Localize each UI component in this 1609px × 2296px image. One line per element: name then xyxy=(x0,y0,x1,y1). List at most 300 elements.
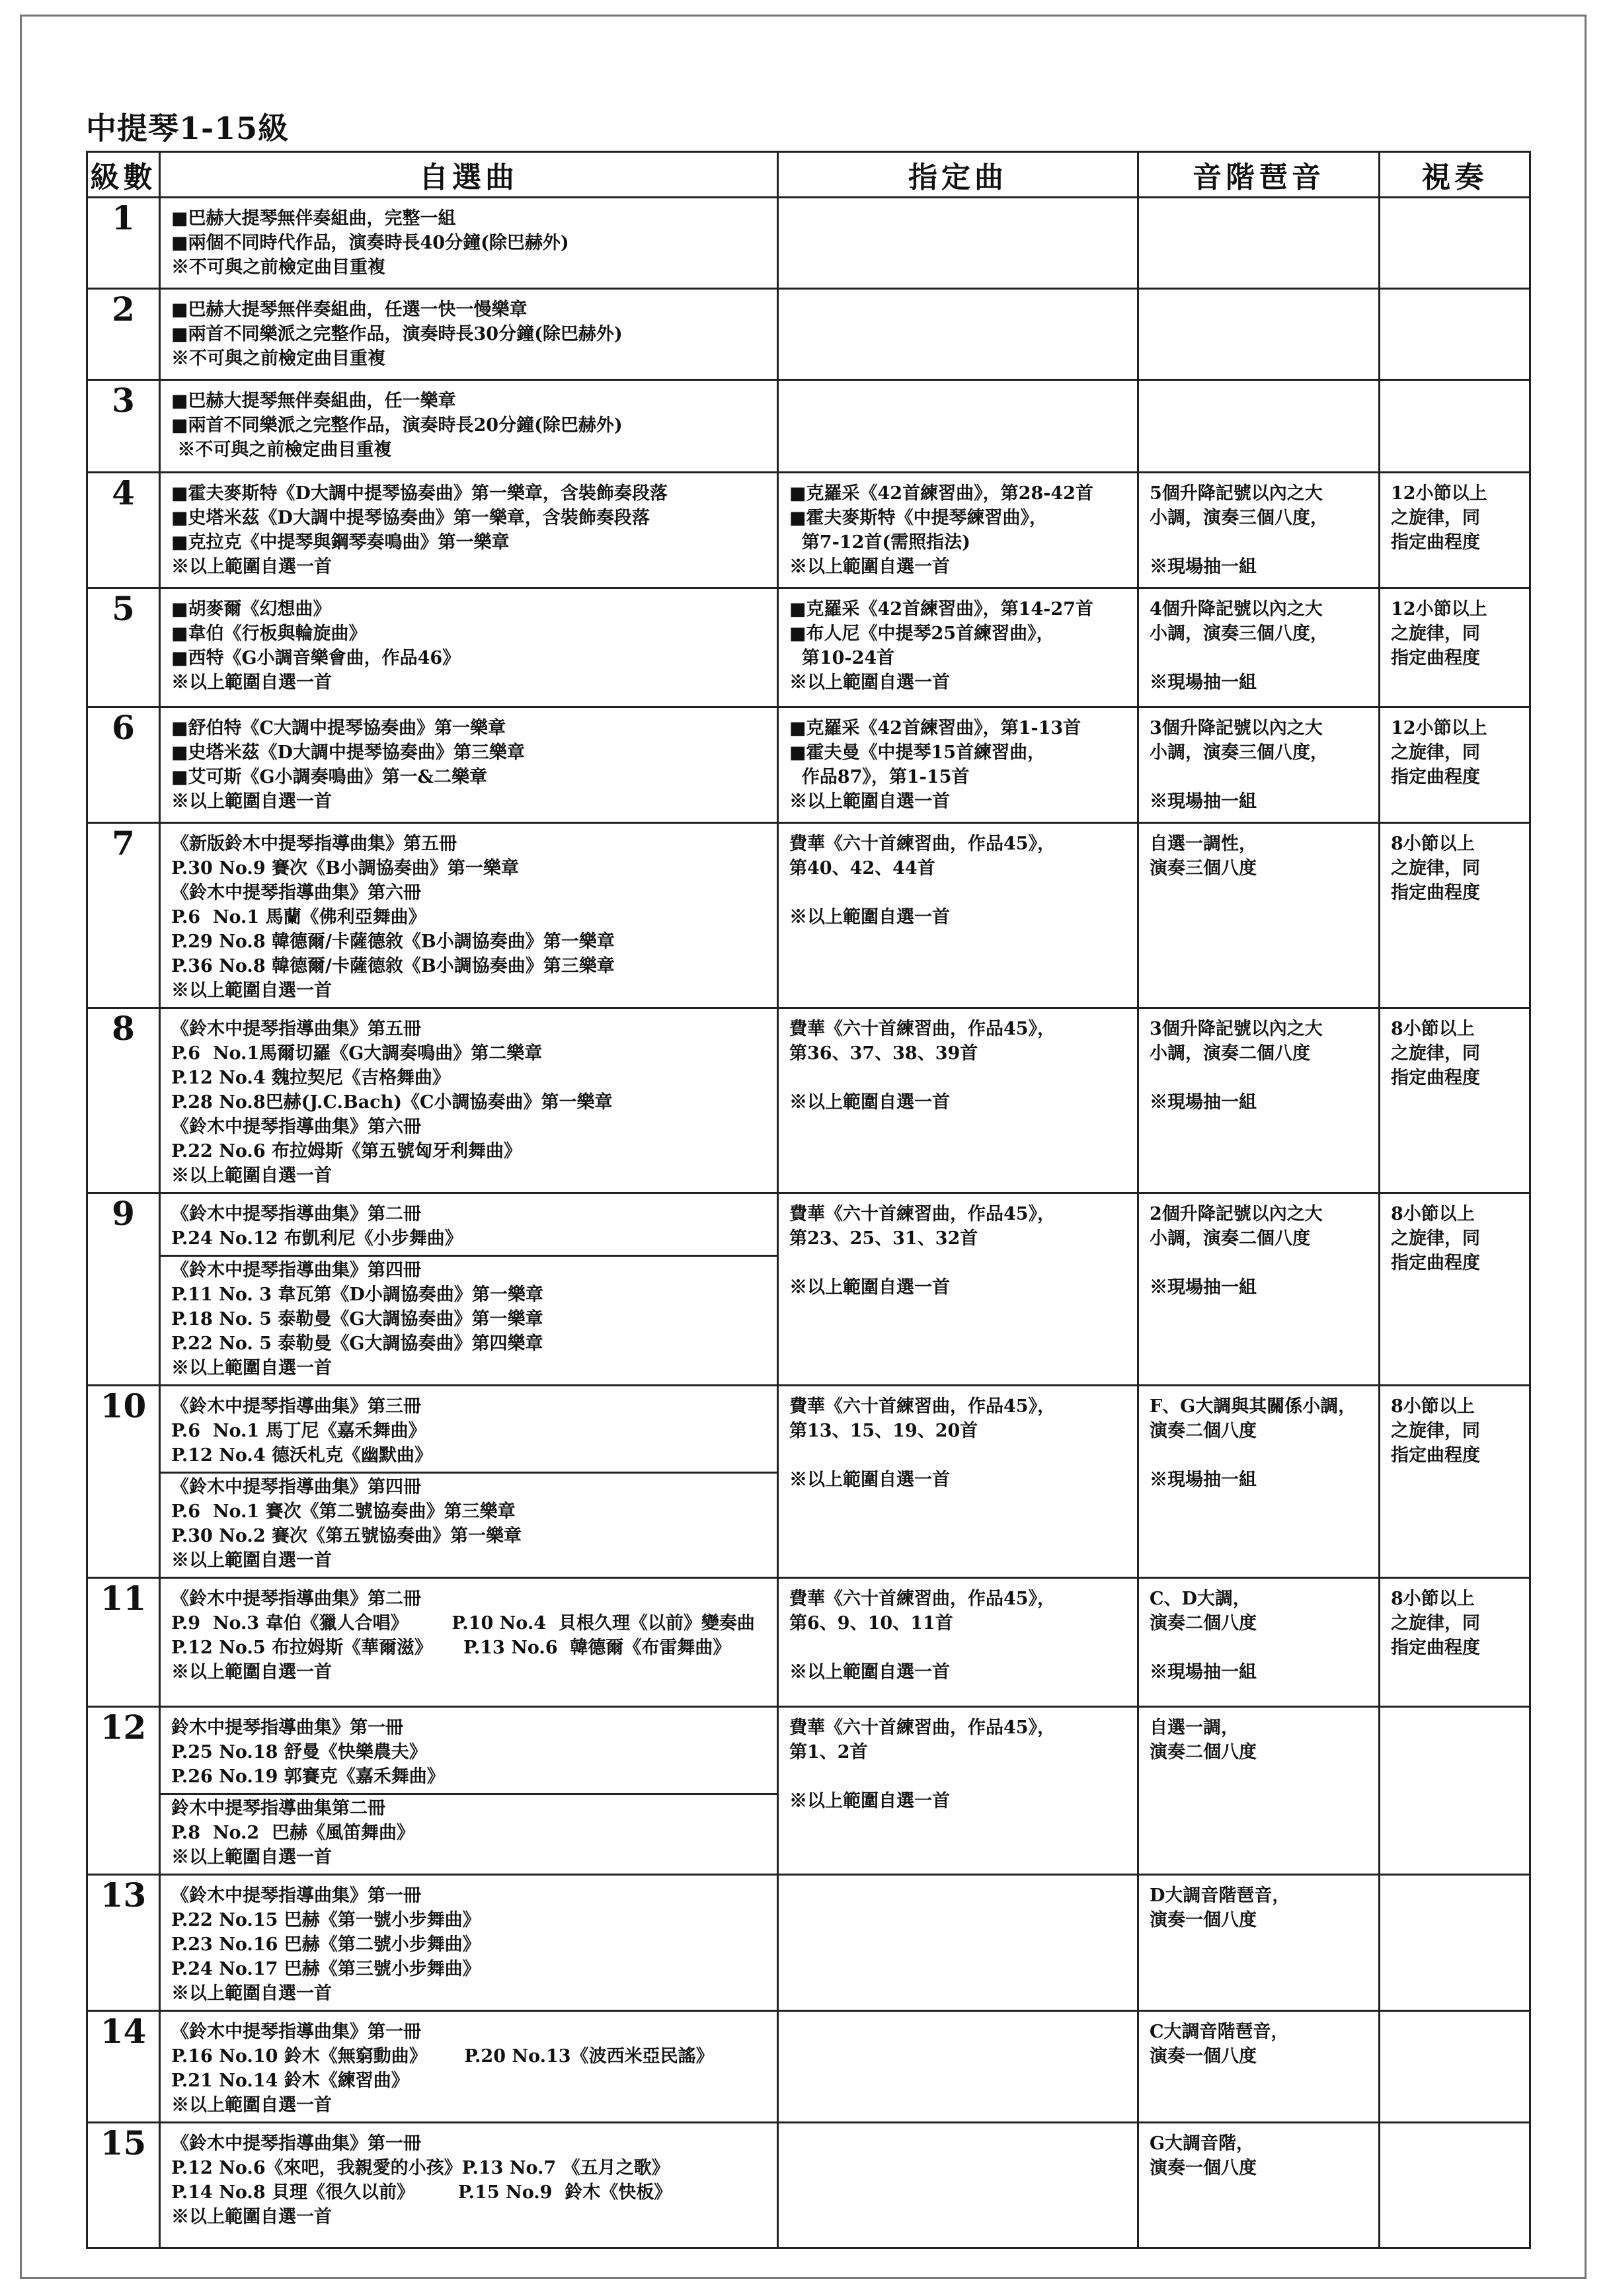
self-selected-group xyxy=(161,1255,777,1384)
self-selected-cell xyxy=(160,380,778,473)
table-row xyxy=(87,289,1530,380)
cell-line: ■史塔米茲《D大調中提琴協奏曲》第三樂章 xyxy=(171,742,525,763)
cell-line: ※以上範圍自選一首 xyxy=(171,1983,332,2004)
sight-reading-cell xyxy=(1380,823,1530,1008)
self-selected-cell xyxy=(160,823,778,1008)
scales-cell-content xyxy=(1139,1876,1378,1936)
cell-line: 演奏一個八度 xyxy=(1150,2158,1257,2178)
table-row xyxy=(87,1386,1530,1578)
assigned-cell-content xyxy=(779,824,1137,933)
cell-line: 演奏一個八度 xyxy=(1150,1910,1257,1930)
cell-line: P.8 No.2 巴赫《風笛舞曲》 xyxy=(171,1823,415,1843)
cell-line xyxy=(1150,1443,1373,1468)
self-selected-group xyxy=(161,1708,777,1793)
cell-line: ■巴赫大提琴無伴奏組曲，任一樂章 xyxy=(171,391,456,411)
cell-line: 演奏二個八度 xyxy=(1150,1742,1257,1762)
cell-line: ※現場抽一組 xyxy=(1150,672,1257,693)
cell-line: G大調音階， xyxy=(1150,2133,1255,2154)
level-number: 14 xyxy=(87,2011,160,2123)
cell-line: 費華《六十首練習曲，作品45》， xyxy=(789,1718,1056,1738)
level-number: 9 xyxy=(87,1193,160,1386)
cell-line: ※現場抽一組 xyxy=(1150,1277,1257,1298)
cell-line: 之旋律，同 xyxy=(1391,742,1480,763)
scales-cell-content xyxy=(1139,290,1378,301)
cell-line: 小調，演奏二個八度 xyxy=(1150,1228,1310,1249)
sight-reading-cell-content xyxy=(1380,1708,1529,1720)
cell-line: 第7-12首(需照指法) xyxy=(789,532,970,553)
scales-cell-content xyxy=(1139,1009,1378,1119)
table-row xyxy=(87,473,1530,588)
assigned-cell xyxy=(778,1875,1138,2011)
sight-reading-cell-content xyxy=(1380,824,1529,909)
assigned-cell xyxy=(778,1707,1138,1875)
cell-line: 指定曲程度 xyxy=(1391,1638,1480,1658)
cell-line xyxy=(1150,1066,1373,1090)
table-row xyxy=(87,198,1530,289)
scales-cell-content xyxy=(1139,824,1378,885)
self-selected-cell xyxy=(160,1875,778,2011)
scales-cell-content xyxy=(1139,589,1378,699)
assigned-cell xyxy=(778,289,1138,380)
scales-cell xyxy=(1138,1008,1380,1193)
scales-cell xyxy=(1138,198,1380,289)
cell-line: 之旋律，同 xyxy=(1391,1613,1480,1634)
sight-reading-cell-content xyxy=(1380,290,1529,301)
scales-cell xyxy=(1138,1578,1380,1707)
assigned-cell xyxy=(778,473,1138,588)
scales-cell-content xyxy=(1139,2012,1378,2073)
cell-line: P.6 No.1 馬丁尼《嘉禾舞曲》 xyxy=(171,1421,426,1441)
assigned-cell-content xyxy=(779,198,1137,210)
cell-line: ※以上範圍自選一首 xyxy=(789,1277,950,1298)
self-selected-group xyxy=(161,589,777,699)
cell-line: P.22 No.15 巴赫《第一號小步舞曲》 xyxy=(171,1910,481,1930)
cell-line xyxy=(1150,646,1373,670)
cell-line: ■艾可斯《G小調奏鳴曲》第一&二樂章 xyxy=(171,767,487,787)
level-number: 10 xyxy=(87,1386,160,1578)
self-selected-cell xyxy=(160,2011,778,2123)
sight-reading-cell xyxy=(1380,1578,1530,1707)
assigned-cell xyxy=(778,588,1138,707)
cell-line xyxy=(1150,530,1373,555)
level-number: 12 xyxy=(87,1707,160,1875)
cell-line: ■布人尼《中提琴25首練習曲》， xyxy=(789,623,1054,644)
cell-line: ■克羅采《42首練習曲》，第28-42首 xyxy=(789,483,1093,504)
cell-line: 小調，演奏三個八度， xyxy=(1150,508,1328,528)
cell-line: 12小節以上 xyxy=(1391,599,1487,619)
self-selected-cell xyxy=(160,1008,778,1193)
cell-line: 8小節以上 xyxy=(1391,1204,1475,1224)
assigned-cell-content xyxy=(779,290,1137,301)
level-number: 7 xyxy=(87,823,160,1008)
scales-cell-content xyxy=(1139,473,1378,583)
cell-line: ※以上範圍自選一首 xyxy=(789,1092,950,1113)
cell-line: 鈴木中提琴指導曲集第二冊 xyxy=(171,1798,385,1819)
self-selected-cell xyxy=(160,2123,778,2248)
self-selected-cell xyxy=(160,289,778,380)
cell-line: 之旋律，同 xyxy=(1391,623,1480,644)
cell-line: P.16 No.10 鈴木《無窮動曲》 P.20 No.13《波西米亞民謠》 xyxy=(171,2046,714,2067)
cell-line xyxy=(789,1066,1132,1090)
cell-line: 演奏一個八度 xyxy=(1150,2046,1257,2067)
cell-line: P.25 No.18 舒曼《快樂農夫》 xyxy=(171,1742,427,1762)
table-row xyxy=(87,1193,1530,1386)
sight-reading-cell xyxy=(1380,1707,1530,1875)
cell-line xyxy=(1150,1636,1373,1660)
cell-line: 12小節以上 xyxy=(1391,483,1487,504)
assigned-cell xyxy=(778,1193,1138,1386)
cell-line: 指定曲程度 xyxy=(1391,1253,1480,1273)
scales-cell xyxy=(1138,823,1380,1008)
header-scales: 音階琶音 xyxy=(1138,152,1380,198)
table-row xyxy=(87,707,1530,823)
sight-reading-cell xyxy=(1380,707,1530,823)
cell-line: 指定曲程度 xyxy=(1391,767,1480,787)
sight-reading-cell xyxy=(1380,1008,1530,1193)
header-level: 級數 xyxy=(87,152,160,198)
cell-line: 第13、15、19、20首 xyxy=(789,1421,978,1441)
scales-cell xyxy=(1138,289,1380,380)
cell-line: P.30 No.9 賽次《B小調協奏曲》第一樂章 xyxy=(171,858,519,879)
cell-line: 鈴木中提琴指導曲集》第一冊 xyxy=(171,1718,403,1738)
sight-reading-cell-content xyxy=(1380,1386,1529,1472)
sight-reading-cell xyxy=(1380,289,1530,380)
self-selected-group xyxy=(161,290,777,375)
cell-line: ※現場抽一組 xyxy=(1150,1470,1257,1490)
cell-line: P.12 No.6《來吧，我親愛的小孩》P.13 No.7 《五月之歌》 xyxy=(171,2158,670,2178)
cell-line: 《鈴木中提琴指導曲集》第一冊 xyxy=(171,2022,421,2042)
assigned-cell xyxy=(778,198,1138,289)
self-selected-group xyxy=(161,381,777,466)
scales-cell xyxy=(1138,473,1380,588)
level-number: 6 xyxy=(87,707,160,823)
cell-line: 費華《六十首練習曲，作品45》， xyxy=(789,1019,1056,1039)
cell-line: ※以上範圍自選一首 xyxy=(171,557,332,577)
assigned-cell xyxy=(778,2123,1138,2248)
cell-line: 4個升降記號以內之大 xyxy=(1150,599,1323,619)
scales-cell xyxy=(1138,707,1380,823)
cell-line: ※以上範圍自選一首 xyxy=(789,1470,950,1490)
cell-line: 《新版鈴木中提琴指導曲集》第五冊 xyxy=(171,834,457,854)
cell-line: 2個升降記號以內之大 xyxy=(1150,1204,1323,1224)
scales-cell xyxy=(1138,2123,1380,2248)
level-number: 1 xyxy=(87,198,160,289)
scales-cell-content xyxy=(1139,1386,1378,1496)
self-selected-group xyxy=(161,2123,777,2233)
cell-line: 8小節以上 xyxy=(1391,1396,1475,1417)
cell-line: C大調音階琶音， xyxy=(1150,2022,1289,2042)
assigned-cell-content xyxy=(779,2123,1137,2135)
cell-line: P.18 No. 5 泰勒曼《G大調協奏曲》第一樂章 xyxy=(171,1309,543,1329)
table-row xyxy=(87,588,1530,707)
cell-line: 演奏三個八度 xyxy=(1150,858,1257,879)
scales-cell-content xyxy=(1139,381,1378,393)
cell-line: ■巴赫大提琴無伴奏組曲，任選一快一慢樂章 xyxy=(171,299,528,320)
assigned-cell-content xyxy=(779,1194,1137,1304)
assigned-cell xyxy=(778,823,1138,1008)
cell-line: 作品87》，第1-15首 xyxy=(789,767,970,787)
table-row xyxy=(87,2011,1530,2123)
scales-cell-content xyxy=(1139,1579,1378,1688)
assigned-cell-content xyxy=(779,1386,1137,1496)
cell-line xyxy=(789,1764,1132,1789)
scales-cell xyxy=(1138,588,1380,707)
cell-line: P.26 No.19 郭賽克《嘉禾舞曲》 xyxy=(171,1766,445,1787)
cell-line: P.21 No.14 鈴木《練習曲》 xyxy=(171,2071,409,2091)
cell-line: P.6 No.1 馬蘭《佛利亞舞曲》 xyxy=(171,907,426,928)
self-selected-group xyxy=(161,1194,777,1255)
cell-line: P.14 No.8 貝理《很久以前》 P.15 No.9 鈴木《快板》 xyxy=(171,2182,672,2203)
cell-line: 第23、25、31、32首 xyxy=(789,1228,978,1249)
sight-reading-cell-content xyxy=(1380,1876,1529,1887)
cell-line: 指定曲程度 xyxy=(1391,648,1480,668)
self-selected-cell xyxy=(160,1193,778,1386)
sight-reading-cell xyxy=(1380,198,1530,289)
self-selected-cell xyxy=(160,1707,778,1875)
cell-line: 之旋律，同 xyxy=(1391,1043,1480,1064)
cell-line: ※以上範圍自選一首 xyxy=(789,1791,950,1811)
level-number: 5 xyxy=(87,588,160,707)
cell-line: P.12 No.5 布拉姆斯《華爾滋》 P.13 No.6 韓德爾《布雷舞曲》 xyxy=(171,1638,731,1658)
header-sight-reading: 視奏 xyxy=(1380,152,1530,198)
cell-line: ※以上範圍自選一首 xyxy=(789,557,950,577)
cell-line: 指定曲程度 xyxy=(1391,1068,1480,1088)
cell-line: ※不可與之前檢定曲目重複 xyxy=(171,257,385,278)
cell-line: 演奏二個八度 xyxy=(1150,1613,1257,1634)
cell-line: ■霍夫麥斯特《中提琴練習曲》， xyxy=(789,508,1048,528)
cell-line: P.24 No.17 巴赫《第三號小步舞曲》 xyxy=(171,1959,481,1979)
cell-line: ※以上範圍自選一首 xyxy=(789,791,950,812)
cell-line: D大調音階琶音， xyxy=(1150,1885,1290,1906)
cell-line: ■西特《G小調音樂會曲，作品46》 xyxy=(171,648,461,668)
cell-line: ■霍夫麥斯特《D大調中提琴協奏曲》第一樂章，含裝飾奏段落 xyxy=(171,483,668,504)
self-selected-group xyxy=(161,2012,777,2121)
cell-line: 自選一調， xyxy=(1150,1718,1239,1738)
cell-line: 之旋律，同 xyxy=(1391,858,1480,879)
cell-line: 《鈴木中提琴指導曲集》第三冊 xyxy=(171,1396,421,1417)
cell-line: ※不可與之前檢定曲目重複 xyxy=(171,440,392,460)
sight-reading-cell xyxy=(1380,1193,1530,1386)
cell-line: P.22 No. 5 泰勒曼《G大調協奏曲》第四樂章 xyxy=(171,1333,543,1354)
level-number: 11 xyxy=(87,1578,160,1707)
cell-line: ※以上範圍自選一首 xyxy=(789,1662,950,1682)
cell-line: F、G大調與其關係小調， xyxy=(1150,1396,1356,1417)
table-row xyxy=(87,1578,1530,1707)
sight-reading-cell-content xyxy=(1380,2012,1529,2024)
sight-reading-cell xyxy=(1380,2011,1530,2123)
assigned-cell xyxy=(778,1008,1138,1193)
cell-line: ※以上範圍自選一首 xyxy=(171,672,332,693)
sight-reading-cell xyxy=(1380,2123,1530,2248)
cell-line: 之旋律，同 xyxy=(1391,1228,1480,1249)
cell-line: ※現場抽一組 xyxy=(1150,791,1257,812)
table-row xyxy=(87,823,1530,1008)
self-selected-group xyxy=(161,1793,777,1874)
cell-line: 演奏二個八度 xyxy=(1150,1421,1257,1441)
cell-line: ※以上範圍自選一首 xyxy=(171,1166,332,1186)
self-selected-cell xyxy=(160,198,778,289)
sight-reading-cell xyxy=(1380,473,1530,588)
assigned-cell-content xyxy=(779,2012,1137,2024)
sight-reading-cell xyxy=(1380,380,1530,473)
cell-line xyxy=(789,1251,1132,1275)
assigned-cell xyxy=(778,1578,1138,1707)
assigned-cell-content xyxy=(779,473,1137,583)
cell-line: P.6 No.1 賽次《第二號協奏曲》第三樂章 xyxy=(171,1501,516,1522)
cell-line: C、D大調， xyxy=(1150,1589,1251,1609)
cell-line: ■韋伯《行板與輪旋曲》 xyxy=(171,623,367,644)
cell-line: 《鈴木中提琴指導曲集》第一冊 xyxy=(171,2133,421,2154)
scales-cell xyxy=(1138,1707,1380,1875)
table-row xyxy=(87,1875,1530,2011)
cell-line: P.30 No.2 賽次《第五號協奏曲》第一樂章 xyxy=(171,1526,522,1546)
cell-line: 8小節以上 xyxy=(1391,1019,1475,1039)
assigned-cell-content xyxy=(779,1579,1137,1688)
cell-line: 費華《六十首練習曲，作品45》， xyxy=(789,1204,1056,1224)
cell-line: ■霍夫曼《中提琴15首練習曲， xyxy=(789,742,1046,763)
header-assigned: 指定曲 xyxy=(778,152,1138,198)
cell-line: P.22 No.6 布拉姆斯《第五號匈牙利舞曲》 xyxy=(171,1141,522,1162)
cell-line: ※現場抽一組 xyxy=(1150,1662,1257,1682)
cell-line: ※現場抽一組 xyxy=(1150,1092,1257,1113)
scales-cell-content xyxy=(1139,1194,1378,1304)
cell-line xyxy=(789,881,1132,905)
self-selected-group xyxy=(161,1579,777,1688)
sight-reading-cell-content xyxy=(1380,1579,1529,1664)
level-number: 3 xyxy=(87,380,160,473)
sight-reading-cell xyxy=(1380,1386,1530,1578)
self-selected-group xyxy=(161,473,777,583)
level-number: 2 xyxy=(87,289,160,380)
cell-line: 《鈴木中提琴指導曲集》第五冊 xyxy=(171,1019,421,1039)
cell-line: 小調，演奏三個八度， xyxy=(1150,623,1328,644)
cell-line: 《鈴木中提琴指導曲集》第四冊 xyxy=(171,1477,421,1497)
cell-line: 指定曲程度 xyxy=(1391,532,1480,553)
cell-line xyxy=(1150,1251,1373,1275)
document-title: 中提琴1-15級 xyxy=(86,110,290,146)
self-selected-group xyxy=(161,708,777,818)
cell-line: 第10-24首 xyxy=(789,648,895,668)
cell-line: 第36、37、38、39首 xyxy=(789,1043,978,1064)
cell-line: 小調，演奏三個八度， xyxy=(1150,742,1328,763)
cell-line: 第1、2首 xyxy=(789,1742,868,1762)
cell-line: ■兩首不同樂派之完整作品，演奏時長30分鐘(除巴赫外) xyxy=(171,324,623,344)
cell-line: ※以上範圍自選一首 xyxy=(171,1358,332,1378)
cell-line: 12小節以上 xyxy=(1391,718,1487,738)
self-selected-cell xyxy=(160,1386,778,1578)
self-selected-group xyxy=(161,824,777,1007)
cell-line: ※以上範圍自選一首 xyxy=(789,907,950,928)
scales-cell xyxy=(1138,1386,1380,1578)
cell-line: P.11 No. 3 韋瓦第《D小調協奏曲》第一樂章 xyxy=(171,1285,543,1305)
cell-line: P.29 No.8 韓德爾/卡薩德敘《B小調協奏曲》第一樂章 xyxy=(171,931,615,952)
table-row xyxy=(87,2123,1530,2248)
cell-line: P.24 No.12 布凱利尼《小步舞曲》 xyxy=(171,1228,463,1249)
table-body xyxy=(87,198,1530,2248)
cell-line: P.36 No.8 韓德爾/卡薩德敘《B小調協奏曲》第三樂章 xyxy=(171,956,615,976)
table-row xyxy=(87,1008,1530,1193)
assigned-cell-content xyxy=(779,589,1137,699)
sight-reading-cell-content xyxy=(1380,1009,1529,1094)
cell-line: 之旋律，同 xyxy=(1391,1421,1480,1441)
header-row xyxy=(87,152,1530,198)
assigned-cell-content xyxy=(779,1009,1137,1119)
assigned-cell-content xyxy=(779,1876,1137,1887)
sight-reading-cell-content xyxy=(1380,708,1529,793)
scales-cell xyxy=(1138,2011,1380,2123)
cell-line: 《鈴木中提琴指導曲集》第二冊 xyxy=(171,1204,421,1224)
cell-line: P.23 No.16 巴赫《第二號小步舞曲》 xyxy=(171,1934,481,1955)
self-selected-cell xyxy=(160,588,778,707)
sight-reading-cell-content xyxy=(1380,2123,1529,2135)
cell-line: ■克拉克《中提琴與鋼琴奏鳴曲》第一樂章 xyxy=(171,532,510,553)
cell-line: 8小節以上 xyxy=(1391,834,1475,854)
cell-line: ※以上範圍自選一首 xyxy=(171,791,332,812)
cell-line: 指定曲程度 xyxy=(1391,1445,1480,1466)
cell-line: ■克羅采《42首練習曲》，第1-13首 xyxy=(789,718,1081,738)
cell-line: 《鈴木中提琴指導曲集》第四冊 xyxy=(171,1260,421,1281)
table-row xyxy=(87,1707,1530,1875)
level-number: 8 xyxy=(87,1008,160,1193)
sight-reading-cell-content xyxy=(1380,381,1529,393)
assigned-cell xyxy=(778,1386,1138,1578)
cell-line xyxy=(1150,765,1373,789)
cell-line: ※以上範圍自選一首 xyxy=(171,2207,332,2227)
cell-line: P.9 No.3 韋伯《獵人合唱》 P.10 No.4 貝根久理《以前》變奏曲 xyxy=(171,1613,755,1634)
assigned-cell xyxy=(778,380,1138,473)
grade-table xyxy=(86,151,1531,2249)
scales-cell-content xyxy=(1139,708,1378,818)
assigned-cell-content xyxy=(779,708,1137,818)
cell-line: 第40、42、44首 xyxy=(789,858,935,879)
self-selected-group xyxy=(161,1472,777,1577)
scales-cell xyxy=(1138,1193,1380,1386)
cell-line xyxy=(789,1443,1132,1468)
table-row xyxy=(87,380,1530,473)
assigned-cell-content xyxy=(779,1708,1137,1817)
sight-reading-cell-content xyxy=(1380,473,1529,559)
self-selected-cell xyxy=(160,473,778,588)
cell-line: ■舒伯特《C大調中提琴協奏曲》第一樂章 xyxy=(171,718,506,738)
cell-line: 3個升降記號以內之大 xyxy=(1150,718,1323,738)
self-selected-group xyxy=(161,1386,777,1472)
sight-reading-cell xyxy=(1380,1875,1530,2011)
cell-line: 《鈴木中提琴指導曲集》第六冊 xyxy=(171,883,421,903)
assigned-cell-content xyxy=(779,381,1137,393)
scales-cell xyxy=(1138,380,1380,473)
self-selected-group xyxy=(161,1876,777,2010)
self-selected-group xyxy=(161,198,777,284)
cell-line: ※以上範圍自選一首 xyxy=(171,1662,332,1682)
assigned-cell xyxy=(778,707,1138,823)
level-number: 4 xyxy=(87,473,160,588)
cell-line: P.28 No.8巴赫(J.C.Bach)《C小調協奏曲》第一樂章 xyxy=(171,1092,613,1113)
cell-line: 第6、9、10、11首 xyxy=(789,1613,953,1634)
cell-line: P.12 No.4 德沃札克《幽默曲》 xyxy=(171,1445,433,1466)
cell-line: 指定曲程度 xyxy=(1391,883,1480,903)
cell-line: 《鈴木中提琴指導曲集》第六冊 xyxy=(171,1117,421,1137)
self-selected-cell xyxy=(160,707,778,823)
self-selected-cell xyxy=(160,1578,778,1707)
cell-line: ■史塔米茲《D大調中提琴協奏曲》第一樂章，含裝飾奏段落 xyxy=(171,508,650,528)
cell-line: ※以上範圍自選一首 xyxy=(789,672,950,693)
sight-reading-cell-content xyxy=(1380,589,1529,674)
cell-line: ※以上範圍自選一首 xyxy=(171,1847,332,1868)
cell-line: 5個升降記號以內之大 xyxy=(1150,483,1323,504)
cell-line: 《鈴木中提琴指導曲集》第二冊 xyxy=(171,1589,421,1609)
cell-line: 費華《六十首練習曲，作品45》， xyxy=(789,1396,1056,1417)
cell-line: P.6 No.1馬爾切羅《G大調奏鳴曲》第二樂章 xyxy=(171,1043,543,1064)
